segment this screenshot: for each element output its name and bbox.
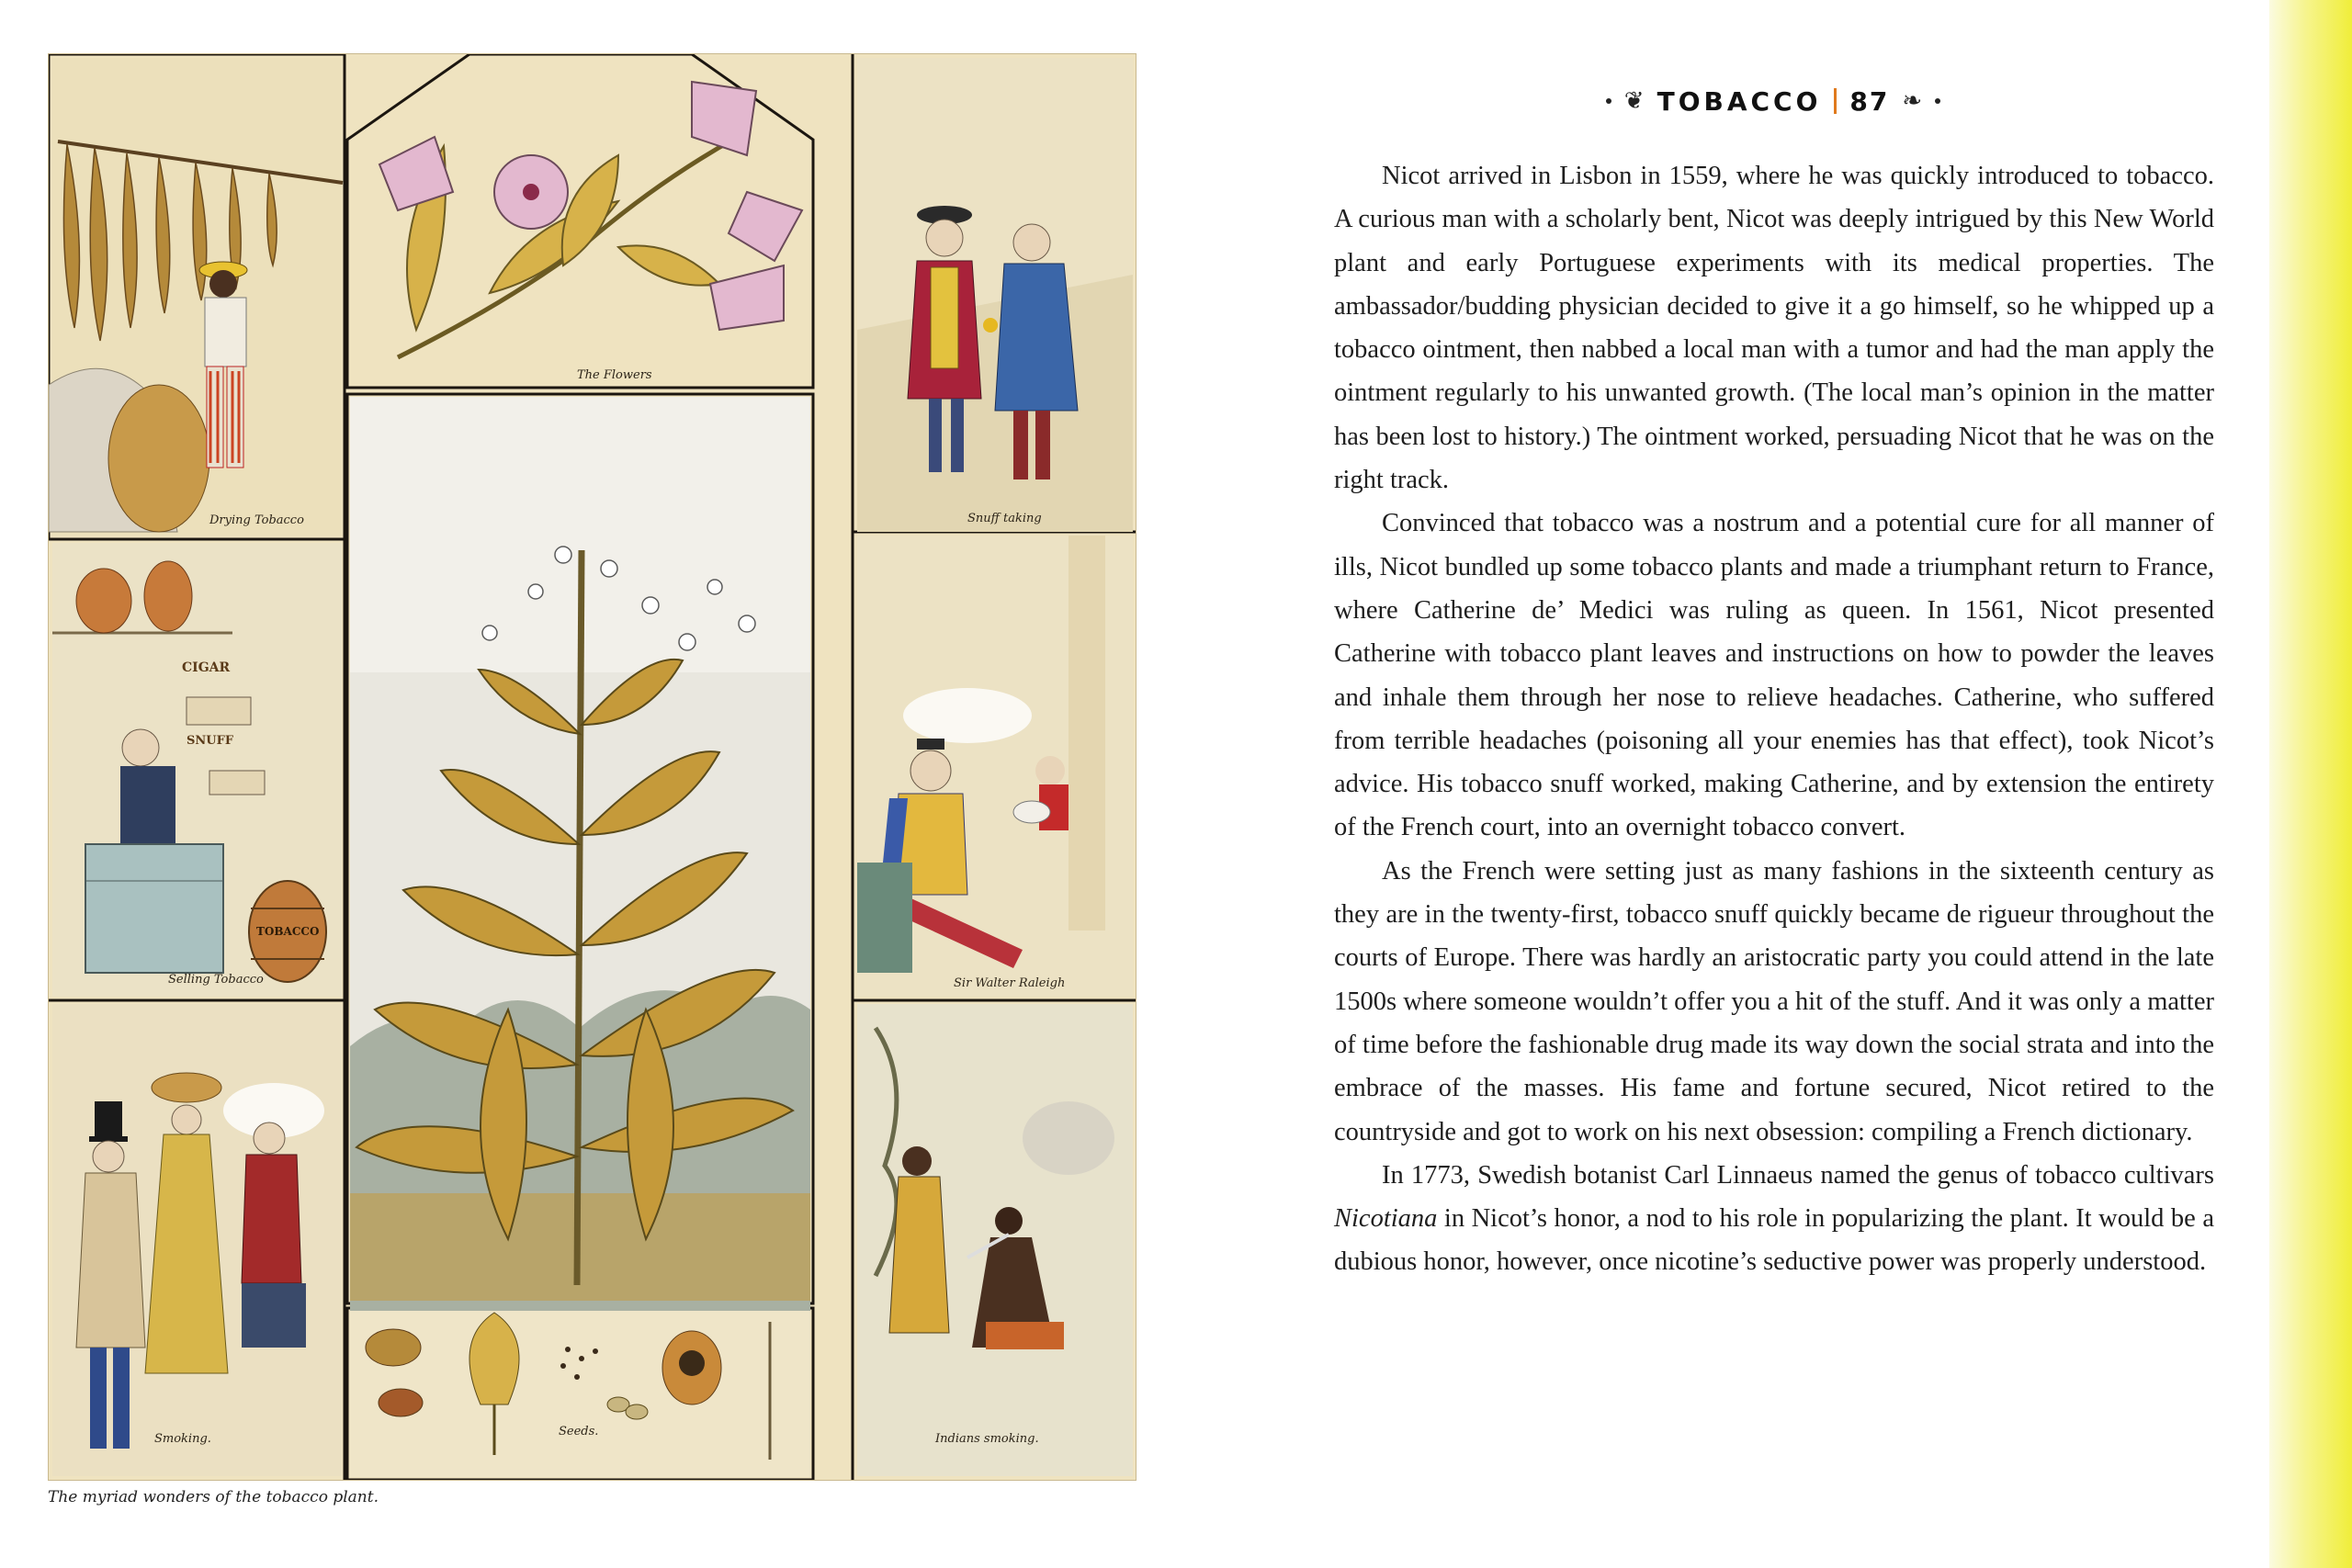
label-indians-smoking: Indians smoking.	[935, 1432, 1039, 1446]
snuff-taking-scene	[857, 58, 1133, 532]
paragraph-1: Nicot arrived in Lisbon in 1559, where he was quickly introduced to tobacco. A curious man with a scholarly bent, Nicot was deeply intrigued by this New World plant and early Portuguese experiments with its medical properties. The ambassador/budding physician decided to give it a go himself, so he whipped up a tobacco ointment, then nabbed a local man with a tumor and had the man apply the ointment regularly to his unwanted growth. (The local man’s opinion in the matter has been lost to history.) The ointment worked, persuading Nicot that he was on the right track.	[1334, 162, 2214, 495]
page-number: 87	[1849, 85, 1890, 117]
header-divider	[1834, 88, 1837, 114]
label-drying-tobacco: Drying Tobacco	[209, 513, 304, 527]
tobacco-illustration-plate	[48, 53, 1136, 1481]
paragraph-4	[1334, 1154, 2214, 1284]
chapter-title: TOBACCO	[1657, 85, 1822, 117]
paragraph-2: Convinced that tobacco was a nostrum and a potential cure for all manner of ills, Nicot bundled up some tobacco plants and made a triumphant return to France, where Catherine de’ Medici was ruling as queen. In 1561, Nicot presented Catherine with tobacco plant leaves and instructions on how to powder the leaves and inhale them through her nose to relieve headaches. Catherine, who suffered from terrible headaches (poisoning all your enemies has that effect), took Nicot’s advice. His tobacco snuff worked, making Catherine, and by extension the entirety of the French court, into an overnight tobacco convert.	[1334, 509, 2214, 842]
sign-cigars: CIGAR	[182, 660, 231, 675]
label-sir-walter-raleigh: Sir Walter Raleigh	[954, 976, 1066, 990]
indians-smoking-scene	[857, 1004, 1133, 1476]
label-seeds: Seeds.	[559, 1425, 599, 1438]
label-snuff-taking: Snuff taking	[967, 512, 1042, 525]
drying-tobacco-scene	[49, 58, 343, 536]
page-edge-tab	[2269, 0, 2352, 1568]
label-the-flowers: The Flowers	[577, 368, 652, 382]
paragraph-3: As the French were setting just as many fashions in the sixteenth century as they are in the twenty-first, tobacco snuff quickly became de rigueur throughout the courts of Europe. There was hardly an aristocratic party you could attend in the late 1500s where someone wouldn’t offer you a hit of the stuff. And it was only a matter of time before the fashionable drug made its way down the social strata and into the embrace of the masses. His fame and fortune secured, Nicot retired to the countryside and got to work on his next obsession: compiling a French dictionary.	[1334, 856, 2214, 1146]
ornament-flourish-right-icon: ❧	[1902, 87, 1923, 115]
sign-snuff: SNUFF	[187, 734, 234, 748]
seeds-scene	[350, 1311, 810, 1477]
label-selling-tobacco: Selling Tobacco	[168, 973, 264, 987]
tobacco-plant-scene	[350, 397, 810, 1319]
sign-barrel-tobacco: TOBACCO	[256, 925, 320, 938]
paragraph-4-start: In 1773, Swedish botanist Carl Linnaeus named the genus of tobacco cultivars	[1382, 1160, 2214, 1190]
label-smoking: Smoking.	[154, 1432, 211, 1446]
paragraph-4-end: in Nicot’s honor, a nod to his role in popularizing the plant. It would be a dubious honor, however, once nicotine’s seductive power was properly understood.	[1334, 1204, 2214, 1277]
ornament-flourish-left-icon: ❦	[1623, 87, 1645, 115]
smoking-scene	[52, 1004, 342, 1476]
ornament-dot-right	[1935, 98, 1940, 104]
genus-name: Nicotiana	[1334, 1204, 1438, 1234]
flowers-scene	[379, 82, 802, 357]
ornament-dot-left	[1606, 98, 1611, 104]
running-head	[1599, 81, 1948, 121]
raleigh-scene	[857, 536, 1133, 997]
figure-caption: The myriad wonders of the tobacco plant.	[48, 1488, 379, 1506]
body-text	[1334, 154, 2214, 1284]
plate-artwork	[49, 54, 1136, 1480]
